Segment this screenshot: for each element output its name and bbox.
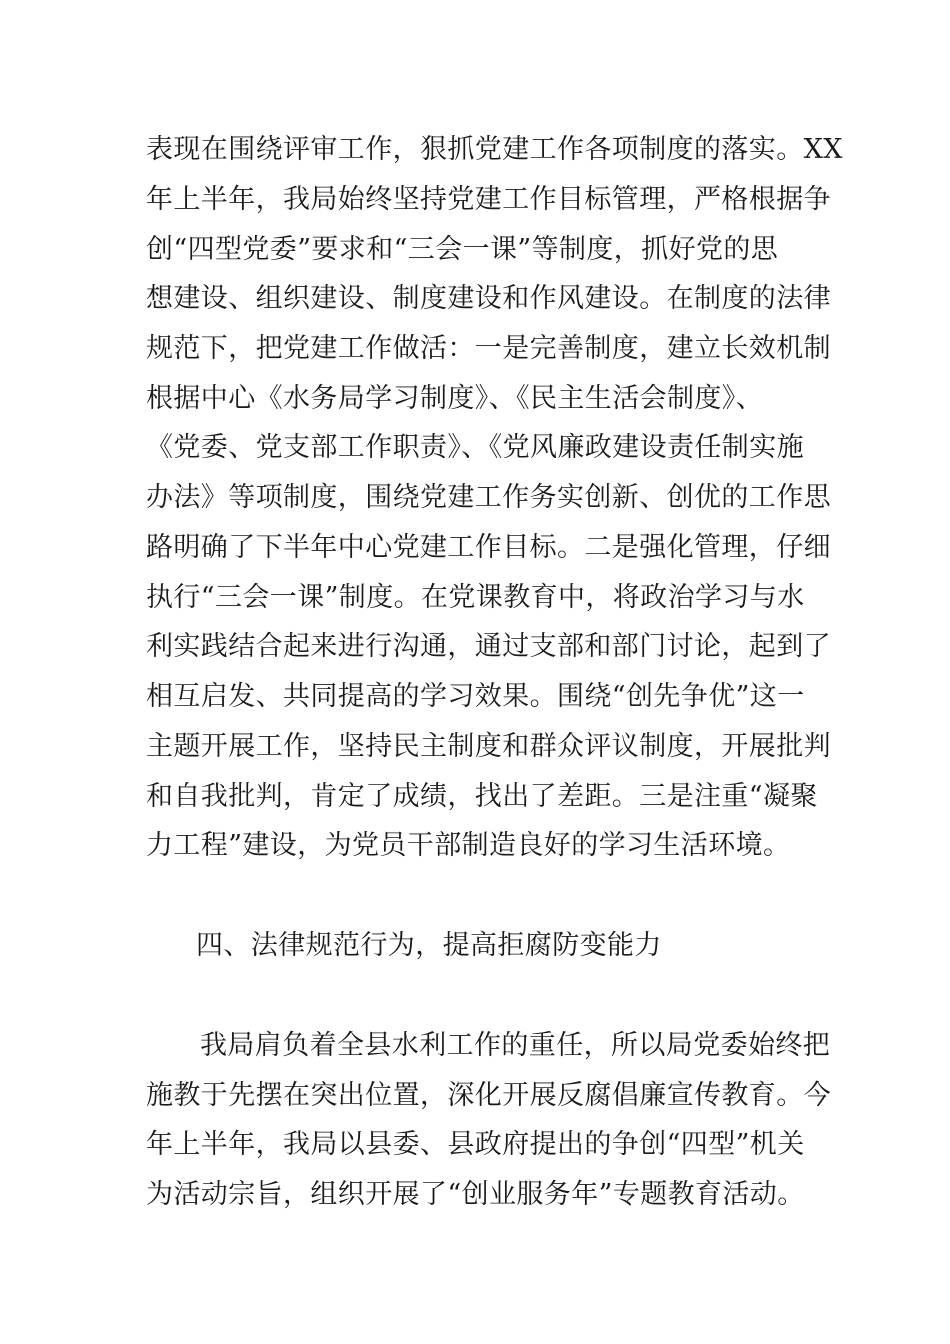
paragraph-line: 想建设、组织建设、制度建设和作风建设。在制度的法律 <box>146 283 831 314</box>
paragraph-line: 创“四型党委”要求和“三会一课”等制度，抓好党的思 <box>146 234 779 265</box>
paragraph-line: 主题开展工作，坚持民主制度和群众评议制度，开展批判 <box>146 731 831 762</box>
paragraph-line: 施教于先摆在突出位置，深化开展反腐倡廉宣传教育。今 <box>146 1080 831 1111</box>
paragraph-line: 力工程”建设，为党员干部制造良好的学习生活环境。 <box>146 830 791 861</box>
paragraph-line: 办法》等项制度，围绕党建工作务实创新、创优的工作思 <box>146 482 831 513</box>
paragraph-line: 表现在围绕评审工作，狠抓党建工作各项制度的落实。XX <box>146 134 843 165</box>
paragraph-line: 规范下，把党建工作做活：一是完善制度，建立长效机制 <box>146 333 831 364</box>
paragraph-line: 相互启发、共同提高的学习效果。围绕“创先争优”这一 <box>146 681 805 712</box>
paragraph-line: 利实践结合起来进行沟通，通过支部和部门讨论，起到了 <box>146 631 831 662</box>
section-heading: 四、法律规范行为，提高拒腐防变能力 <box>196 930 662 961</box>
paragraph-line: 为活动宗旨，组织开展了“创业服务年”专题教育活动。 <box>146 1179 805 1210</box>
paragraph-line: 《党委、党支部工作职责》、《党风廉政建设责任制实施 <box>146 432 804 463</box>
paragraph-line: 根据中心《水务局学习制度》、《民主生活会制度》、 <box>146 383 764 414</box>
paragraph-line: 和自我批判，肯定了成绩，找出了差距。三是注重“凝聚 <box>146 781 818 812</box>
paragraph-line: 执行“三会一课”制度。在党课教育中，将政治学习与水 <box>146 582 805 613</box>
paragraph-line: 年上半年，我局始终坚持党建工作目标管理，严格根据争 <box>146 184 831 215</box>
paragraph-line: 年上半年，我局以县委、县政府提出的争创“四型”机关 <box>146 1129 805 1160</box>
paragraph-line: 我局肩负着全县水利工作的重任，所以局党委始终把 <box>200 1030 831 1061</box>
paragraph-line: 路明确了下半年中心党建工作目标。二是强化管理，仔细 <box>146 532 831 563</box>
